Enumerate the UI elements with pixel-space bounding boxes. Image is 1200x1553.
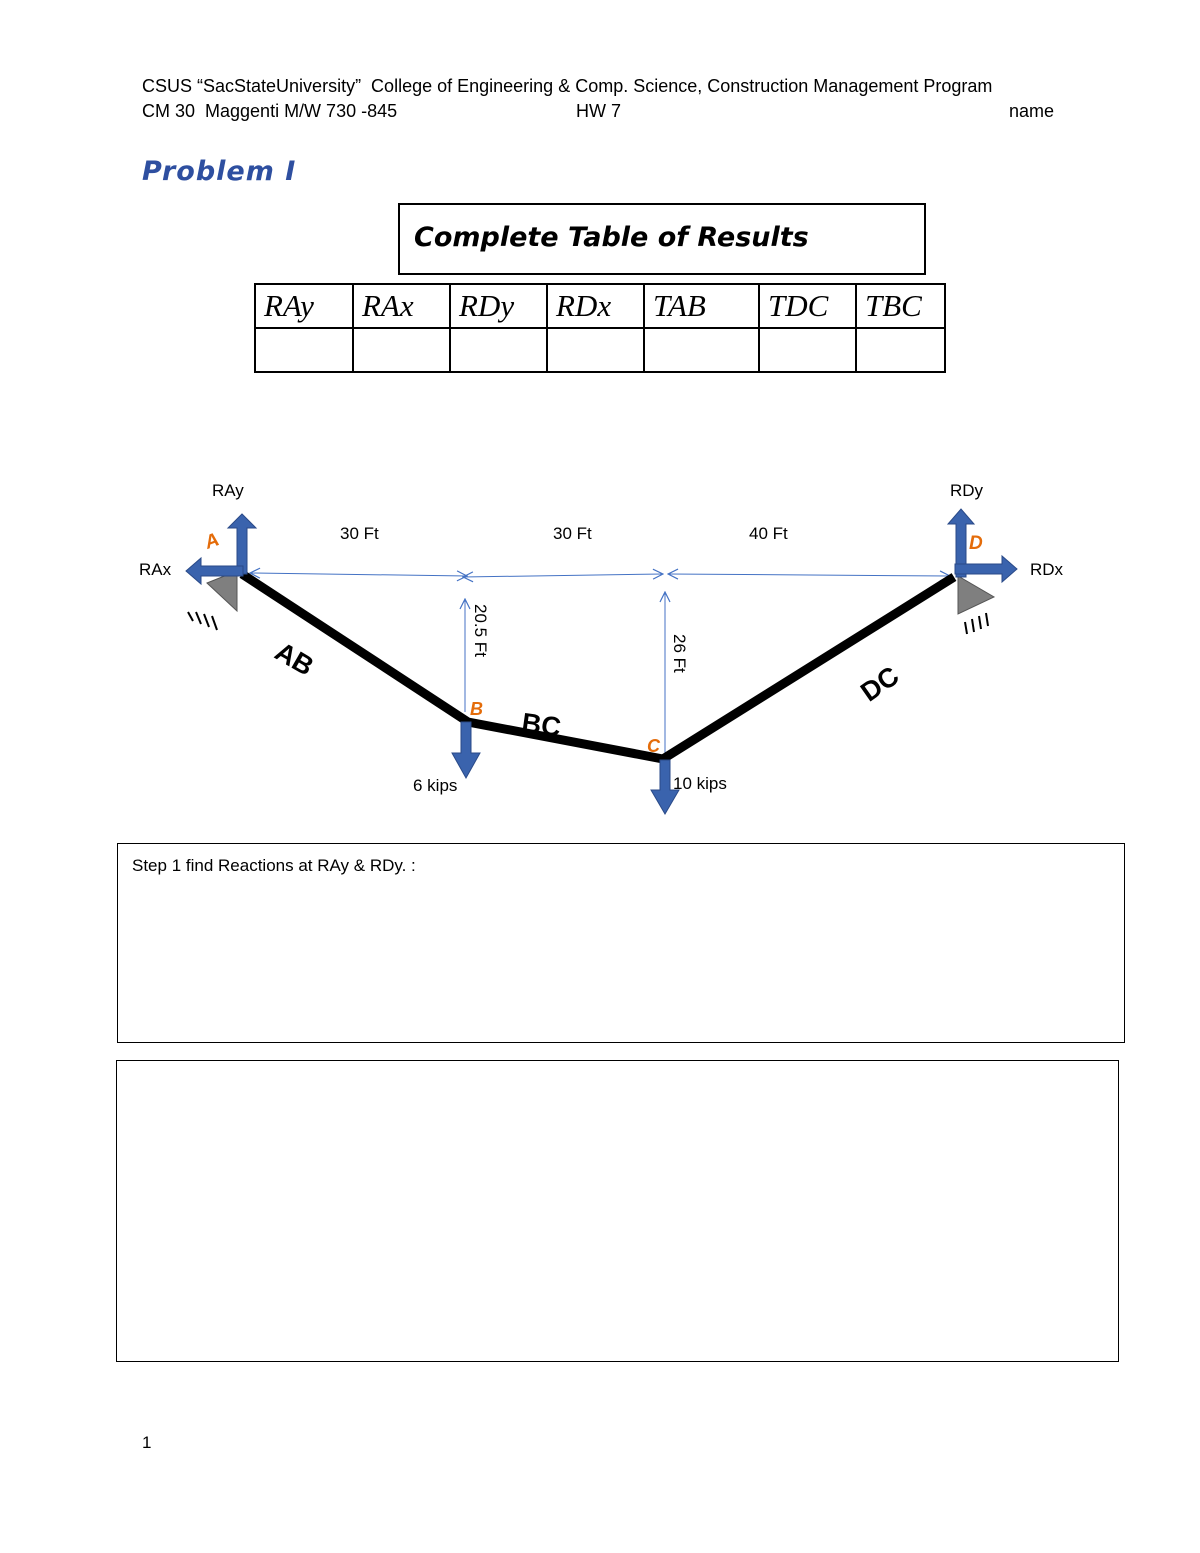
work-answer-box[interactable] <box>116 1060 1119 1362</box>
load-b-label: 6 kips <box>413 776 458 795</box>
header-tdc: TDC <box>759 284 856 328</box>
header-line-1: CSUS “SacStateUniversity” College of Engineering & Comp. Science, Construction Management Program <box>142 76 993 96</box>
dimension-c-sag-label: 26 Ft <box>670 634 689 673</box>
dimension-bc <box>463 574 663 577</box>
homework-number: HW 7 <box>576 101 621 121</box>
point-c-label: C <box>647 736 660 756</box>
support-a-hatch <box>188 612 217 630</box>
step1-answer-box[interactable] <box>117 843 1125 1043</box>
rdy-label: RDy <box>950 481 984 500</box>
point-a-label: A <box>202 529 223 554</box>
name-field[interactable]: name <box>1009 101 1055 121</box>
step1-label: Step 1 find Reactions at RAy & RDy. : <box>132 856 416 875</box>
load-c-label: 10 kips <box>673 774 727 793</box>
dimension-ab-label: 30 Ft <box>340 524 379 543</box>
point-b-label: B <box>470 699 483 719</box>
header-rdx: RDx <box>547 284 644 328</box>
ray-arrow <box>228 514 256 574</box>
dimension-ab <box>250 573 467 576</box>
support-a-triangle <box>207 571 237 611</box>
load-b-arrow <box>452 722 480 778</box>
results-banner-text: Complete Table of Results <box>414 222 809 253</box>
dimension-cd <box>668 574 950 576</box>
page-number: 1 <box>142 1433 152 1452</box>
support-d-triangle <box>958 576 994 614</box>
header-tbc: TBC <box>856 284 945 328</box>
point-d-label: D <box>969 533 983 554</box>
problem-title: Problem I <box>142 156 297 187</box>
dimension-b-sag-label: 20.5 Ft <box>471 604 490 657</box>
header-tab: TAB <box>644 284 759 328</box>
dimension-bc-label: 30 Ft <box>553 524 592 543</box>
rdx-label: RDx <box>1030 560 1064 579</box>
member-dc-label: DC <box>855 660 905 708</box>
header-rax: RAx <box>353 284 450 328</box>
course-info: CM 30 Maggenti M/W 730 -845 <box>142 101 398 121</box>
dimension-lines <box>250 573 950 757</box>
support-d-hatch <box>965 613 988 634</box>
member-bc-label: BC <box>519 707 563 743</box>
load-arrows <box>452 722 679 814</box>
header-ray: RAy <box>255 284 353 328</box>
dimension-cd-label: 40 Ft <box>749 524 788 543</box>
header-rdy: RDy <box>450 284 547 328</box>
cable <box>242 574 954 759</box>
ray-label: RAy <box>212 481 244 500</box>
rax-label: RAx <box>139 560 172 579</box>
member-ab-label: AB <box>269 636 319 682</box>
